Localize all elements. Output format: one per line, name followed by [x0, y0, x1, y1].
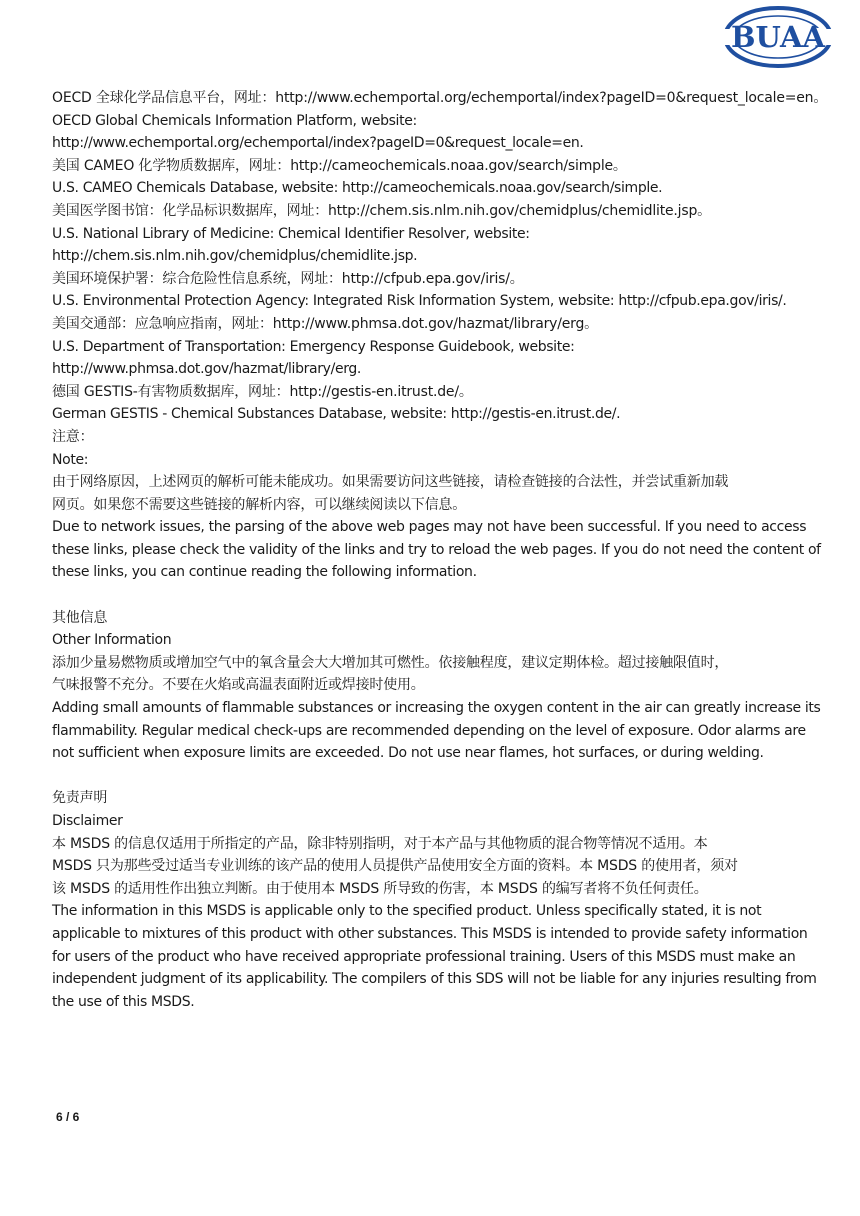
- reference-line: 美国交通部：应急响应指南，网址：http://www.phmsa.dot.gov/hazmat/library/erg。: [52, 315, 598, 332]
- disclaimer-text-cn: 该 MSDS 的适用性作出独立判断。由于使用本 MSDS 所导致的伤害，本 MSDS 的编写者将不负任何责任。: [52, 880, 708, 897]
- reference-line: 美国环境保护署：综合危险性信息系统，网址：http://cfpub.epa.gov/iris/。: [52, 270, 524, 287]
- disclaimer-text-cn: MSDS 只为那些受过适当专业训练的该产品的使用人员提供产品使用安全方面的资料。本 MSDS 的使用者，须对: [52, 858, 738, 875]
- disclaimer-text-en: independent judgment of its applicability. The compilers of this SDS will not be liable for any injuries resulting from: [52, 971, 817, 988]
- buaa-logo-emblem: [722, 4, 834, 70]
- disclaimer-text-en: The information in this MSDS is applicable only to the specified product. Unless specifically stated, it is not: [52, 903, 762, 920]
- other-info-text-en: flammability. Regular medical check-ups are recommended depending on the level of exposure. Odor alarms are: [52, 722, 806, 739]
- note-heading-cn: 注意：: [52, 428, 94, 445]
- note-text-en: these links, please check the validity of the links and try to reload the web pages. If you do not need the content of: [52, 541, 821, 558]
- reference-line: U.S. National Library of Medicine: Chemical Identifier Resolver, website:: [52, 225, 530, 242]
- reference-line: OECD Global Chemicals Information Platform, website:: [52, 112, 417, 129]
- page-number: 6 / 6: [56, 1110, 80, 1124]
- other-info-text-cn: 添加少量易燃物质或增加空气中的氧含量会大大增加其可燃性。依接触程度，建议定期体检。超过接触限值时，: [52, 654, 729, 671]
- note-text-cn: 网页。如果您不需要这些链接的解析内容，可以继续阅读以下信息。: [52, 496, 466, 513]
- disclaimer-section: [52, 787, 817, 1013]
- reference-line: http://www.echemportal.org/echemportal/index?pageID=0&request_locale=en.: [52, 135, 584, 152]
- disclaimer-heading-en: Disclaimer: [52, 813, 123, 829]
- reference-line: U.S. CAMEO Chemicals Database, website: http://cameochemicals.noaa.gov/search/simple.: [52, 180, 663, 197]
- disclaimer-text-cn: 本 MSDS 的信息仅适用于所指定的产品，除非特别指明，对于本产品与其他物质的混合物等情况不适用。本: [52, 835, 708, 852]
- other-info-section: [52, 607, 821, 765]
- reference-line: German GESTIS - Chemical Substances Database, website: http://gestis-en.itrust.de/.: [52, 406, 621, 423]
- note-text-en: Due to network issues, the parsing of the above web pages may not have been successful. If you need to access: [52, 519, 807, 536]
- reference-line: 美国 CAMEO 化学物质数据库，网址：http://cameochemicals.noaa.gov/search/simple。: [52, 157, 627, 174]
- document-body: [52, 87, 828, 1013]
- other-info-text-cn: 气味报警不充分。不要在火焰或高温表面附近或焊接时使用。: [52, 677, 425, 694]
- reference-line: U.S. Department of Transportation: Emergency Response Guidebook, website:: [52, 338, 575, 355]
- disclaimer-text-en: for users of the product who have received appropriate professional training. Users of this MSDS must make an: [52, 948, 796, 965]
- logo-text: BUAA: [731, 20, 825, 54]
- other-info-heading-en: Other Information: [52, 632, 172, 649]
- other-info-text-en: Adding small amounts of flammable substances or increasing the oxygen content in the air can greatly increase its: [52, 700, 821, 717]
- other-info-text-en: not sufficient when exposure limits are exceeded. Do not use near flames, hot surfaces, or during welding.: [52, 745, 764, 762]
- reference-line: 德国 GESTIS-有害物质数据库，网址：http://gestis-en.itrust.de/。: [52, 383, 473, 400]
- reference-line: OECD 全球化学品信息平台，网址：http://www.echemportal.org/echemportal/index?pageID=0&request_locale=en。: [52, 90, 828, 106]
- note-heading-en: Note:: [52, 451, 89, 468]
- reference-line: 美国医学图书馆：化学品标识数据库，网址：http://chem.sis.nlm.nih.gov/chemidplus/chemidlite.jsp。: [52, 202, 711, 219]
- note-section: [52, 426, 821, 584]
- disclaimer-heading-cn: 免责声明: [52, 790, 108, 807]
- reference-line: U.S. Environmental Protection Agency: Integrated Risk Information System, website: http://cfpub.epa.gov/iris/.: [52, 293, 787, 310]
- disclaimer-text-en: the use of this MSDS.: [52, 993, 195, 1010]
- reference-line: http://chem.sis.nlm.nih.gov/chemidplus/chemidlite.jsp.: [52, 248, 418, 265]
- other-info-heading-cn: 其他信息: [52, 609, 108, 626]
- section-spacer: [52, 584, 812, 607]
- disclaimer-text-en: applicable to mixtures of this product with other substances. This MSDS is intended to provide safety information: [52, 925, 808, 942]
- buaa-logo: [722, 4, 834, 70]
- references-section: [52, 87, 828, 426]
- section-spacer: [52, 765, 812, 788]
- note-text-cn: 由于网络原因，上述网页的解析可能未能成功。如果需要访问这些链接，请检查链接的合法性，并尝试重新加载: [52, 474, 729, 491]
- reference-line: http://www.phmsa.dot.gov/hazmat/library/erg.: [52, 361, 362, 378]
- note-text-en: these links, you can continue reading the following information.: [52, 564, 477, 581]
